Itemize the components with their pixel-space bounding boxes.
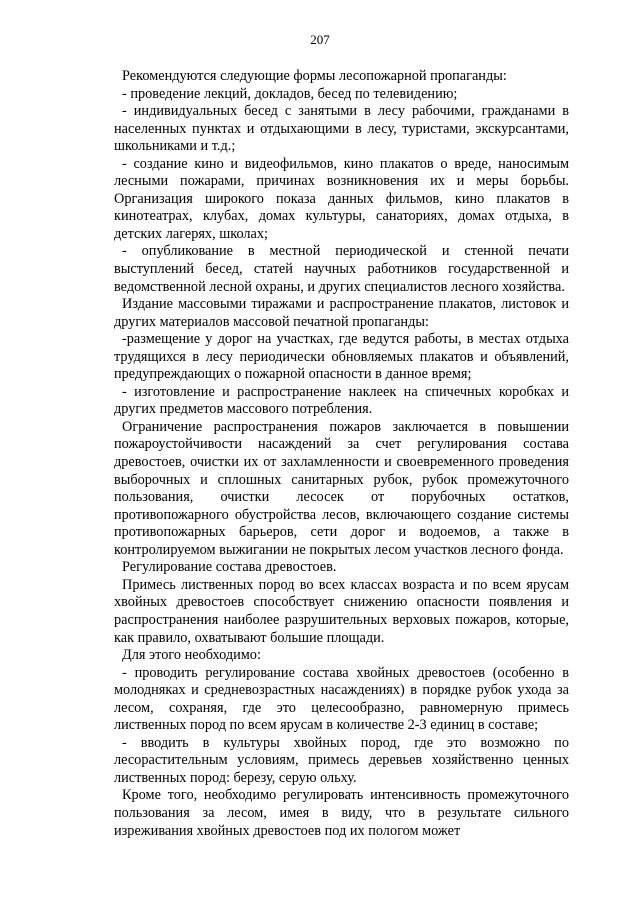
paragraph: - проведение лекций, докладов, бесед по телевидению; bbox=[122, 85, 458, 102]
paragraph: - создание кино и видеофильмов, кино плакатов о вреде, наносимым лесными пожарами, причинах возникновения их и меры борьбы. Организация широкого показа данных фильмов, кино плакатов в кинотеатрах, клубах, домах культуры, санаториях, домах отдыха, в детских лагерях, школах; bbox=[114, 155, 569, 242]
paragraph: Рекомендуются следующие формы лесопожарной пропаганды: bbox=[122, 68, 507, 84]
body-text bbox=[114, 68, 569, 840]
paragraph: Издание массовыми тиражами и распространение плакатов, листовок и других материалов массовой печатной пропаганды: bbox=[114, 296, 569, 330]
paragraph: - опубликование в местной периодической и стенной печати выступлений бесед, статей научных работников государственной и ведомственной лесной охраны, и других специалистов лесного хозяйства. bbox=[114, 243, 569, 295]
page-number: 207 bbox=[310, 32, 330, 47]
paragraph: Ограничение распространения пожаров заключается в повышении пожароустойчивости насаждений за счет регулирования состава древостоев, очистки их от захламленности и своевременного проведения выборочных и сплошных санитарных рубок, рубок промежуточного пользования, очистки лесосек от порубочных остатков, противопожарного обустройства лесов, включающего создание системы противопожарных барьеров, сети дорог и водоемов, а также в контролируемом выжигании не покрытых лесом участков лесного фонда. bbox=[114, 418, 569, 558]
paragraph: Примесь лиственных пород во всех классах возраста и по всем ярусам хвойных древостоев способствует снижению опасности появления и распространения наиболее разрушительных верховых пожаров, которые, как правило, охватывают большие площади. bbox=[114, 576, 569, 646]
paragraph: Кроме того, необходимо регулировать интенсивность промежуточного пользования за лесом, имея в виду, что в результате сильного изреживания хвойных древостоев под их пологом может bbox=[114, 787, 569, 839]
paragraph: -размещение у дорог на участках, где ведутся работы, в местах отдыха трудящихся в лесу периодически обновляемых плакатов и объявлений, предупреждающих о пожарной опасности в данное время; bbox=[114, 331, 569, 383]
paragraph: - вводить в культуры хвойных пород, где это возможно по лесорастительным условиям, примесь деревьев хозяйственно ценных лиственных пород: березу, серую ольху. bbox=[114, 734, 569, 786]
paragraph: - индивидуальных бесед с занятыми в лесу рабочими, гражданами в населенных пунктах и отдыхающими в лесу, туристами, экскурсантами, школьниками и т.д.; bbox=[114, 103, 569, 155]
paragraph: Для этого необходимо: bbox=[122, 647, 261, 664]
paragraph: Регулирование состава древостоев. bbox=[122, 559, 337, 576]
paragraph: - изготовление и распространение наклеек на спичечных коробках и других предметов массового потребления. bbox=[114, 383, 569, 418]
paragraph: - проводить регулирование состава хвойных древостоев (особенно в молодняках и средневозрастных насаждениях) в порядке рубок ухода за лесом, сохраняя, где это целесообразно, равномерную примесь лиственных пород по всем ярусам в количестве 2-3 единиц в составе; bbox=[114, 664, 569, 734]
